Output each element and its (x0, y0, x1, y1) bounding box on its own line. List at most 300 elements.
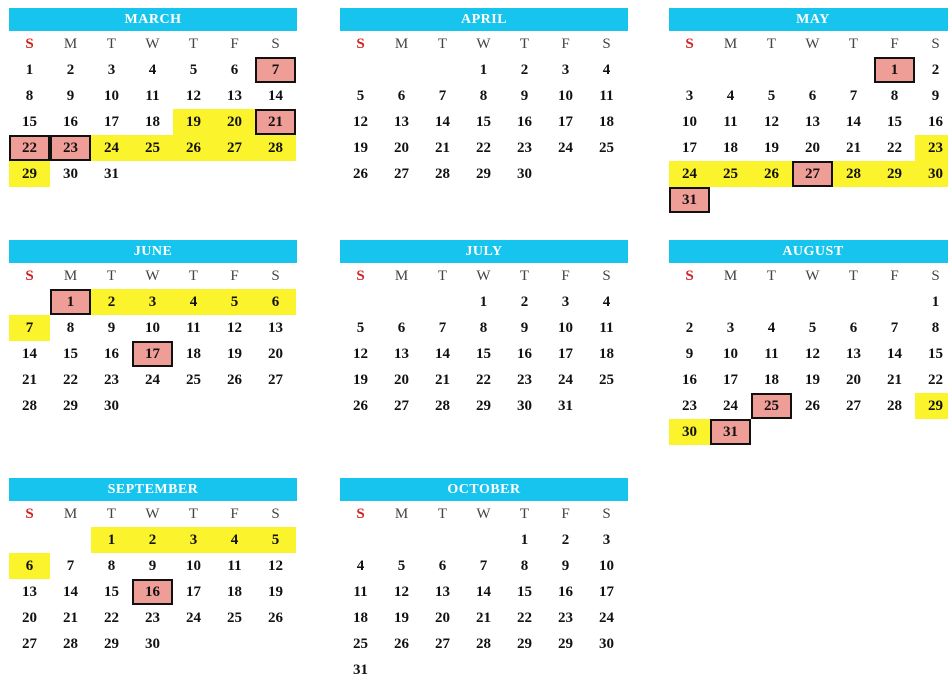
day-cell: 1 (50, 289, 91, 315)
weekday-label: S (602, 268, 611, 284)
weekday-label: T (106, 36, 117, 52)
day-cell: 26 (173, 135, 214, 161)
empty-cell (874, 289, 915, 315)
month-may (669, 8, 948, 213)
month-header: JULY (340, 240, 628, 263)
weekday-label: T (519, 506, 530, 522)
weekday-label: W (476, 506, 491, 522)
day-cell: 2 (561, 532, 570, 548)
weekday-label: W (476, 36, 491, 52)
day-cell: 30 (517, 398, 532, 414)
day-cell: 20 (214, 109, 255, 135)
day-cell: 22 (9, 135, 50, 161)
month-june (9, 240, 297, 419)
day-cell: 3 (107, 62, 116, 78)
day-cell: 29 (558, 636, 573, 652)
weekday-label: W (476, 268, 491, 284)
day-cell: 25 (186, 372, 201, 388)
weekday-label: S (356, 268, 365, 284)
day-cell: 3 (561, 62, 570, 78)
day-cell: 8 (479, 320, 488, 336)
empty-cell (50, 527, 91, 553)
day-cell: 9 (148, 558, 157, 574)
empty-cell (463, 527, 504, 553)
day-cell: 2 (91, 289, 132, 315)
day-cell: 19 (394, 610, 409, 626)
day-cell: 10 (558, 320, 573, 336)
day-cell: 24 (91, 135, 132, 161)
day-cell: 10 (186, 558, 201, 574)
empty-cell (9, 289, 50, 315)
day-cell: 14 (435, 114, 450, 130)
month-header: OCTOBER (340, 478, 628, 501)
day-cell: 15 (63, 346, 78, 362)
day-cell: 13 (805, 114, 820, 130)
weekday-label: F (561, 268, 570, 284)
day-grid (669, 57, 948, 213)
day-cell: 7 (255, 57, 296, 83)
day-cell: 27 (268, 372, 283, 388)
day-cell: 12 (353, 114, 368, 130)
weekday-label: S (271, 268, 280, 284)
day-cell: 4 (148, 62, 157, 78)
day-cell: 9 (685, 346, 694, 362)
day-cell: 31 (558, 398, 573, 414)
day-cell: 17 (599, 584, 614, 600)
day-cell: 11 (353, 584, 368, 600)
day-cell: 21 (435, 372, 450, 388)
month-header: APRIL (340, 8, 628, 31)
empty-cell (792, 57, 833, 83)
day-cell: 25 (710, 161, 751, 187)
day-cell: 25 (227, 610, 242, 626)
day-cell: 29 (63, 398, 78, 414)
day-cell: 7 (438, 320, 447, 336)
empty-cell (340, 527, 381, 553)
day-cell: 31 (710, 419, 751, 445)
day-cell: 6 (255, 289, 296, 315)
empty-cell (381, 289, 422, 315)
day-cell: 18 (599, 346, 614, 362)
day-cell: 29 (104, 636, 119, 652)
weekday-label: F (230, 268, 239, 284)
day-grid (340, 57, 628, 187)
day-cell: 12 (186, 88, 201, 104)
day-cell: 23 (517, 372, 532, 388)
month-october (340, 478, 628, 683)
day-cell: 14 (435, 346, 450, 362)
day-cell: 4 (214, 527, 255, 553)
month-april (340, 8, 628, 187)
month-header: MARCH (9, 8, 297, 31)
weekday-label: W (805, 36, 820, 52)
day-cell: 26 (394, 636, 409, 652)
day-cell: 29 (9, 161, 50, 187)
day-cell: 12 (353, 346, 368, 362)
empty-cell (833, 289, 874, 315)
day-cell: 11 (145, 88, 160, 104)
day-cell: 18 (227, 584, 242, 600)
day-cell: 31 (353, 662, 368, 678)
day-cell: 10 (682, 114, 697, 130)
weekday-label: T (437, 268, 448, 284)
day-cell: 21 (887, 372, 902, 388)
day-cell: 15 (887, 114, 902, 130)
weekday-header-row (669, 31, 948, 57)
day-cell: 5 (255, 527, 296, 553)
day-cell: 26 (353, 398, 368, 414)
day-cell: 29 (476, 398, 491, 414)
day-cell: 3 (132, 289, 173, 315)
weekday-label: T (519, 36, 530, 52)
weekday-label: T (848, 268, 859, 284)
day-grid (9, 527, 297, 657)
day-cell: 19 (805, 372, 820, 388)
day-cell: 18 (599, 114, 614, 130)
day-cell: 28 (435, 398, 450, 414)
day-cell: 30 (915, 161, 948, 187)
day-cell: 28 (63, 636, 78, 652)
empty-cell (669, 289, 710, 315)
day-cell: 17 (558, 114, 573, 130)
day-cell: 22 (104, 610, 119, 626)
day-cell: 28 (833, 161, 874, 187)
day-cell: 5 (397, 558, 406, 574)
day-cell: 18 (353, 610, 368, 626)
weekday-label: S (931, 36, 940, 52)
day-cell: 5 (356, 320, 365, 336)
day-cell: 7 (849, 88, 858, 104)
day-cell: 20 (22, 610, 37, 626)
weekday-label: W (145, 506, 160, 522)
day-cell: 28 (435, 166, 450, 182)
day-cell: 21 (255, 109, 296, 135)
day-cell: 23 (915, 135, 948, 161)
day-cell: 23 (558, 610, 573, 626)
day-cell: 8 (479, 88, 488, 104)
day-cell: 8 (890, 88, 899, 104)
day-cell: 19 (268, 584, 283, 600)
day-cell: 27 (792, 161, 833, 187)
month-august (669, 240, 948, 445)
weekday-label: S (25, 506, 34, 522)
day-cell: 25 (132, 135, 173, 161)
weekday-label: W (145, 268, 160, 284)
day-cell: 15 (476, 114, 491, 130)
day-cell: 28 (22, 398, 37, 414)
day-cell: 20 (394, 372, 409, 388)
day-cell: 15 (476, 346, 491, 362)
empty-cell (9, 527, 50, 553)
day-cell: 7 (479, 558, 488, 574)
day-cell: 3 (602, 532, 611, 548)
day-cell: 31 (104, 166, 119, 182)
day-cell: 16 (517, 346, 532, 362)
day-cell: 4 (602, 294, 611, 310)
day-cell: 19 (227, 346, 242, 362)
day-cell: 9 (520, 88, 529, 104)
empty-cell (422, 527, 463, 553)
day-cell: 16 (682, 372, 697, 388)
day-cell: 15 (517, 584, 532, 600)
day-cell: 8 (520, 558, 529, 574)
empty-cell (833, 57, 874, 83)
day-cell: 12 (805, 346, 820, 362)
day-grid (9, 289, 297, 419)
day-cell: 6 (849, 320, 858, 336)
weekday-label: M (394, 36, 409, 52)
weekday-label: S (25, 36, 34, 52)
day-cell: 2 (132, 527, 173, 553)
weekday-label: M (394, 268, 409, 284)
weekday-label: T (519, 268, 530, 284)
day-cell: 26 (805, 398, 820, 414)
day-cell: 17 (723, 372, 738, 388)
empty-cell (751, 57, 792, 83)
weekday-label: T (766, 268, 777, 284)
day-cell: 15 (22, 114, 37, 130)
day-cell: 9 (520, 320, 529, 336)
day-cell: 20 (268, 346, 283, 362)
month-header: SEPTEMBER (9, 478, 297, 501)
day-cell: 13 (22, 584, 37, 600)
day-cell: 20 (805, 140, 820, 156)
month-september (9, 478, 297, 657)
weekday-label: M (63, 268, 78, 284)
day-cell: 11 (723, 114, 738, 130)
day-cell: 30 (517, 166, 532, 182)
day-cell: 1 (91, 527, 132, 553)
day-cell: 25 (599, 140, 614, 156)
day-cell: 30 (104, 398, 119, 414)
weekday-label: T (437, 506, 448, 522)
day-cell: 2 (66, 62, 75, 78)
day-cell: 22 (63, 372, 78, 388)
day-cell: 12 (227, 320, 242, 336)
empty-cell (340, 289, 381, 315)
day-cell: 17 (186, 584, 201, 600)
weekday-label: F (230, 36, 239, 52)
empty-cell (751, 289, 792, 315)
day-cell: 24 (558, 372, 573, 388)
empty-cell (340, 57, 381, 83)
day-cell: 30 (63, 166, 78, 182)
day-cell: 3 (685, 88, 694, 104)
day-cell: 16 (558, 584, 573, 600)
empty-cell (710, 57, 751, 83)
day-cell: 8 (25, 88, 34, 104)
empty-cell (669, 57, 710, 83)
day-cell: 6 (397, 320, 406, 336)
day-cell: 21 (476, 610, 491, 626)
day-cell: 21 (63, 610, 78, 626)
day-cell: 1 (25, 62, 34, 78)
day-cell: 11 (599, 320, 614, 336)
day-cell: 27 (214, 135, 255, 161)
day-cell: 24 (558, 140, 573, 156)
month-march (9, 8, 297, 187)
day-cell: 22 (476, 372, 491, 388)
day-cell: 27 (846, 398, 861, 414)
day-cell: 17 (682, 140, 697, 156)
weekday-label: S (602, 36, 611, 52)
empty-cell (381, 57, 422, 83)
day-cell: 14 (63, 584, 78, 600)
day-cell: 23 (145, 610, 160, 626)
day-cell: 15 (104, 584, 119, 600)
day-cell: 4 (726, 88, 735, 104)
day-cell: 19 (353, 140, 368, 156)
day-cell: 5 (808, 320, 817, 336)
day-cell: 29 (517, 636, 532, 652)
day-cell: 7 (890, 320, 899, 336)
day-cell: 2 (685, 320, 694, 336)
day-cell: 12 (764, 114, 779, 130)
day-cell: 17 (558, 346, 573, 362)
day-cell: 4 (173, 289, 214, 315)
day-cell: 23 (682, 398, 697, 414)
weekday-label: F (561, 36, 570, 52)
day-cell: 16 (63, 114, 78, 130)
day-cell: 14 (476, 584, 491, 600)
day-cell: 28 (476, 636, 491, 652)
month-header: MAY (669, 8, 948, 31)
day-cell: 13 (394, 114, 409, 130)
day-cell: 26 (353, 166, 368, 182)
day-grid (340, 527, 628, 683)
weekday-label: F (230, 506, 239, 522)
empty-cell (710, 289, 751, 315)
day-cell: 18 (723, 140, 738, 156)
day-cell: 7 (438, 88, 447, 104)
day-cell: 30 (145, 636, 160, 652)
day-cell: 24 (186, 610, 201, 626)
day-cell: 16 (517, 114, 532, 130)
day-cell: 2 (520, 294, 529, 310)
day-cell: 18 (764, 372, 779, 388)
day-cell: 2 (520, 62, 529, 78)
day-cell: 16 (104, 346, 119, 362)
day-cell: 5 (189, 62, 198, 78)
day-cell: 24 (723, 398, 738, 414)
day-cell: 5 (356, 88, 365, 104)
weekday-header-row (340, 31, 628, 57)
day-cell: 10 (558, 88, 573, 104)
day-cell: 4 (767, 320, 776, 336)
weekday-label: S (271, 36, 280, 52)
day-cell: 11 (599, 88, 614, 104)
weekday-label: S (685, 36, 694, 52)
day-cell: 14 (22, 346, 37, 362)
day-cell: 10 (145, 320, 160, 336)
day-cell: 24 (145, 372, 160, 388)
weekday-label: T (106, 268, 117, 284)
day-cell: 14 (887, 346, 902, 362)
weekday-label: W (145, 36, 160, 52)
day-cell: 9 (561, 558, 570, 574)
day-cell: 25 (353, 636, 368, 652)
weekday-label: T (188, 36, 199, 52)
day-cell: 29 (915, 393, 948, 419)
day-cell: 10 (723, 346, 738, 362)
day-cell: 3 (173, 527, 214, 553)
day-cell: 17 (132, 341, 173, 367)
day-cell: 27 (394, 398, 409, 414)
month-header: AUGUST (669, 240, 948, 263)
day-cell: 7 (9, 315, 50, 341)
day-cell: 20 (394, 140, 409, 156)
day-cell: 30 (669, 419, 710, 445)
day-cell: 29 (476, 166, 491, 182)
empty-cell (422, 289, 463, 315)
day-cell: 30 (599, 636, 614, 652)
day-cell: 13 (394, 346, 409, 362)
day-cell: 13 (846, 346, 861, 362)
day-cell: 13 (268, 320, 283, 336)
day-cell: 24 (599, 610, 614, 626)
day-cell: 1 (874, 57, 915, 83)
day-cell: 27 (394, 166, 409, 182)
day-cell: 5 (767, 88, 776, 104)
weekday-label: T (188, 268, 199, 284)
day-cell: 31 (669, 187, 710, 213)
day-cell: 25 (599, 372, 614, 388)
weekday-label: M (723, 268, 738, 284)
weekday-label: T (848, 36, 859, 52)
month-header: JUNE (9, 240, 297, 263)
weekday-label: S (685, 268, 694, 284)
day-cell: 21 (846, 140, 861, 156)
day-cell: 10 (104, 88, 119, 104)
weekday-header-row (9, 501, 297, 527)
day-cell: 3 (726, 320, 735, 336)
weekday-label: W (805, 268, 820, 284)
day-cell: 15 (928, 346, 943, 362)
day-cell: 23 (50, 135, 91, 161)
weekday-header-row (669, 263, 948, 289)
weekday-header-row (340, 501, 628, 527)
empty-cell (792, 289, 833, 315)
day-cell: 4 (602, 62, 611, 78)
weekday-label: S (25, 268, 34, 284)
day-cell: 1 (479, 294, 488, 310)
day-cell: 6 (438, 558, 447, 574)
day-cell: 20 (435, 610, 450, 626)
day-cell: 18 (145, 114, 160, 130)
weekday-label: M (63, 36, 78, 52)
day-cell: 1 (931, 294, 940, 310)
day-cell: 3 (561, 294, 570, 310)
weekday-label: S (602, 506, 611, 522)
weekday-label: T (437, 36, 448, 52)
day-cell: 19 (173, 109, 214, 135)
weekday-label: M (63, 506, 78, 522)
empty-cell (381, 527, 422, 553)
day-cell: 16 (132, 579, 173, 605)
weekday-label: M (394, 506, 409, 522)
day-cell: 24 (669, 161, 710, 187)
day-cell: 19 (764, 140, 779, 156)
day-cell: 5 (214, 289, 255, 315)
weekday-label: F (561, 506, 570, 522)
day-grid (340, 289, 628, 419)
day-grid (9, 57, 297, 187)
day-cell: 17 (104, 114, 119, 130)
day-cell: 9 (931, 88, 940, 104)
day-cell: 22 (517, 610, 532, 626)
weekday-label: F (890, 36, 899, 52)
day-cell: 11 (227, 558, 242, 574)
